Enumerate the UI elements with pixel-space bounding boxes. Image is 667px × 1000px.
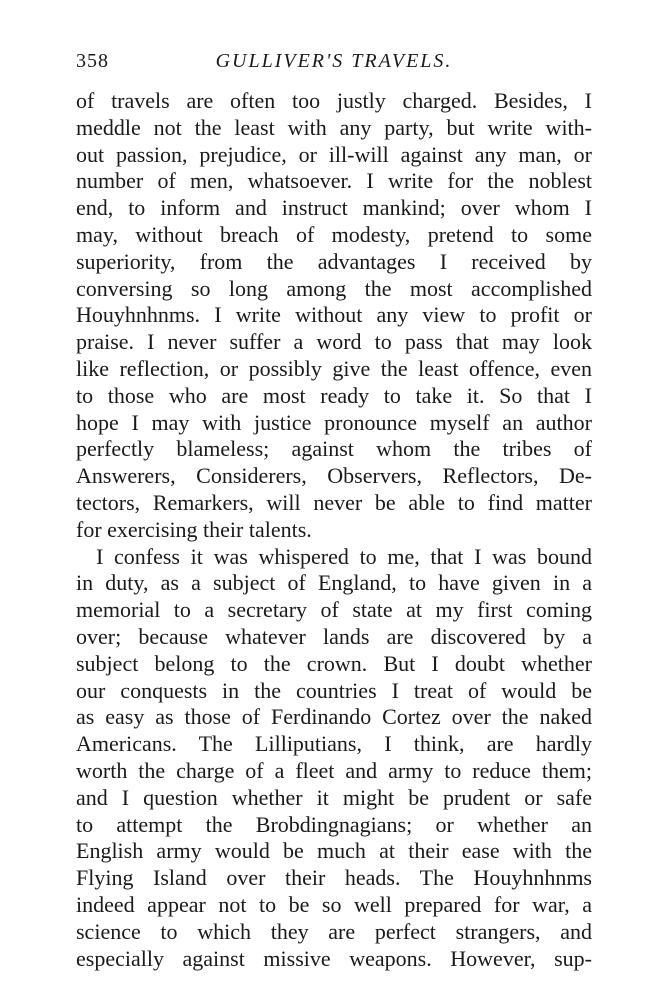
- text-line: conversing so long among the most accomplished: [76, 275, 592, 301]
- text-line: especially against missive weapons. However, sup-: [76, 945, 592, 971]
- text-line: as easy as those of Ferdinando Cortez over the naked: [76, 704, 592, 730]
- text-line: indeed appear not to be so well prepared for war, a: [76, 891, 592, 917]
- text-line: our conquests in the countries I treat of would be: [76, 677, 592, 703]
- text-line: of travels are often too justly charged. Besides, I: [76, 88, 592, 113]
- running-title: GULLIVER'S TRAVELS.: [215, 50, 453, 72]
- text-line: Americans. The Lilliputians, I think, are hardly: [76, 731, 592, 757]
- text-line: hope I may with justice pronounce myself an author: [76, 409, 592, 435]
- text-line: number of men, whatsoever. I write for the noblest: [76, 168, 592, 194]
- text-line: like reflection, or possibly give the least offence, even: [76, 355, 592, 381]
- body-text: [76, 88, 592, 972]
- text-line: to attempt the Brobdingnagians; or whether an: [76, 811, 592, 837]
- text-line: worth the charge of a fleet and army to reduce them;: [76, 757, 592, 783]
- text-line: perfectly blameless; against whom the tribes of: [76, 436, 592, 462]
- text-line: out passion, prejudice, or ill-will against any man, or: [76, 141, 592, 167]
- text-line: subject belong to the crown. But I doubt whether: [76, 650, 592, 676]
- page-number: 358: [76, 50, 109, 72]
- text-line: tectors, Remarkers, will never be able to find matter: [76, 489, 592, 515]
- paragraph-start-line: I confess it was whispered to me, that I was bound: [96, 543, 592, 569]
- text-line: meddle not the least with any party, but write with-: [76, 114, 592, 140]
- text-line: to those who are most ready to take it. So that I: [76, 382, 592, 408]
- text-line: over; because whatever lands are discovered by a: [76, 623, 592, 649]
- text-line: and I question whether it might be prudent or safe: [76, 784, 592, 810]
- text-line: praise. I never suffer a word to pass that may look: [76, 329, 592, 355]
- page-header: [76, 46, 592, 78]
- paragraph-end-line: for exercising their talents.: [76, 516, 312, 542]
- text-line: Answerers, Considerers, Observers, Reflectors, De-: [76, 463, 592, 489]
- text-line: superiority, from the advantages I received by: [76, 248, 592, 274]
- text-line: science to which they are perfect strangers, and: [76, 918, 592, 944]
- text-line: end, to inform and instruct mankind; over whom I: [76, 195, 592, 221]
- text-line: may, without breach of modesty, pretend to some: [76, 221, 592, 247]
- text-line: English army would be much at their ease with the: [76, 838, 592, 864]
- text-line: memorial to a secretary of state at my first coming: [76, 597, 592, 623]
- text-line: Flying Island over their heads. The Houyhnhnms: [76, 865, 592, 891]
- text-line: in duty, as a subject of England, to have given in a: [76, 570, 592, 596]
- text-line: Houyhnhnms. I write without any view to profit or: [76, 302, 592, 328]
